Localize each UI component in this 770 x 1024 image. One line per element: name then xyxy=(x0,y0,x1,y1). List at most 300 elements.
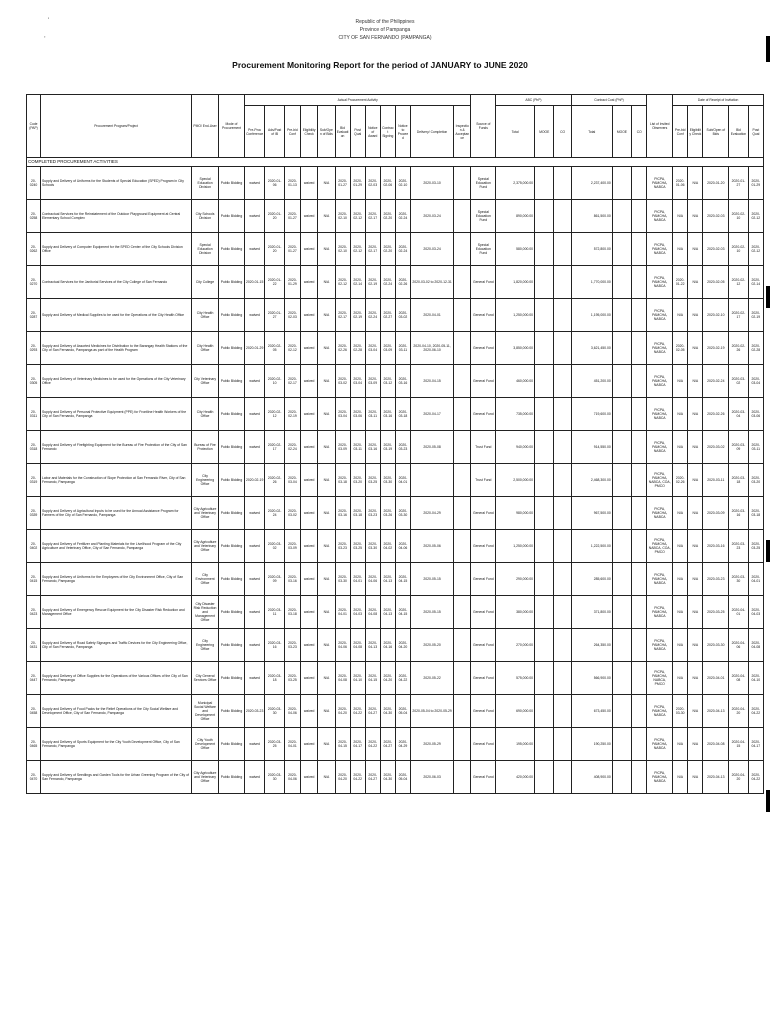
cell-sub: N/A xyxy=(318,695,335,728)
cell-empty xyxy=(632,200,647,233)
col-delivery: Delivery/ Completion xyxy=(410,106,453,158)
col-inv-elig: Eligibility Check xyxy=(688,106,703,158)
cell-project: Supply and Delivery of Uniforms for the Employees of the City Environment Office, City of San Fernando, Pampanga xyxy=(41,563,192,596)
cell-empty xyxy=(554,761,571,794)
cell-cs: 2020-03-19 xyxy=(380,431,395,464)
cell-fund: General Fund xyxy=(471,299,496,332)
cell-inv-post: 2020-02-12 xyxy=(748,200,763,233)
cell-empty xyxy=(632,332,647,365)
cell-inv-elig: N/A xyxy=(688,332,703,365)
cell-inv-eval: 2020-03-04 xyxy=(729,398,748,431)
cell-inv-post: 2020-04-03 xyxy=(748,596,763,629)
cell-empty xyxy=(454,728,471,761)
cell-cs: 2020-03-16 xyxy=(380,398,395,431)
cell-code: 20-0318 xyxy=(27,431,41,464)
cell-code: 20-0305 xyxy=(27,365,41,398)
stray-mark: , xyxy=(44,33,46,39)
cell-empty xyxy=(612,728,631,761)
cell-prebid: 2020-03-02 xyxy=(284,497,300,530)
cell-abc: 940,000.00 xyxy=(496,431,535,464)
cell-inv-pre: N/A xyxy=(673,299,688,332)
cell-obs: PICPA, PAMCHA, NABCA xyxy=(647,398,673,431)
cell-inv-elig: N/A xyxy=(688,431,703,464)
cell-elig: waived xyxy=(301,200,318,233)
cell-mode: Public Bidding xyxy=(219,167,245,200)
cell-empty xyxy=(454,530,471,563)
cell-code: 20-0465 xyxy=(27,728,41,761)
cell-inv-sub: 2020-03-25 xyxy=(703,596,729,629)
cell-prebid: 2020-02-19 xyxy=(284,398,300,431)
cell-empty xyxy=(554,398,571,431)
cell-inv-pre: 2020-02-26 xyxy=(673,464,688,497)
cell-elig: waived xyxy=(301,398,318,431)
cell-eval: 2020-04-20 xyxy=(335,761,350,794)
cell-eval: 2020-04-01 xyxy=(335,596,350,629)
cell-noa: 2020-03-11 xyxy=(365,398,380,431)
cell-ntp: 2020-04-06 xyxy=(395,530,410,563)
cell-ads: 2020-02-17 xyxy=(265,431,284,464)
cell-inv-eval: 2020-04-08 xyxy=(729,662,748,695)
letterhead-line: Province of Pampanga xyxy=(359,27,411,33)
cell-del: 2020-04-15 xyxy=(410,365,453,398)
cell-abc: 980,000.00 xyxy=(496,497,535,530)
col-mode: Mode of Procurement xyxy=(219,95,245,158)
cell-empty xyxy=(554,728,571,761)
cell-abc: 420,000.00 xyxy=(496,761,535,794)
cell-inv-sub: 2020-02-05 xyxy=(703,266,729,299)
cell-post: 2020-04-03 xyxy=(350,596,365,629)
cell-empty xyxy=(554,431,571,464)
cell-inv-elig: N/A xyxy=(688,365,703,398)
cell-inv-elig: N/A xyxy=(688,530,703,563)
cell-code: 20-0270 xyxy=(27,266,41,299)
cell-pre: waived xyxy=(244,431,265,464)
cell-ads: 2020-03-09 xyxy=(265,563,284,596)
cell-inv-eval: 2020-02-10 xyxy=(729,200,748,233)
cell-inv-sub: 2020-03-02 xyxy=(703,431,729,464)
table-row xyxy=(27,695,764,728)
cell-empty xyxy=(632,167,647,200)
cell-empty xyxy=(612,299,631,332)
cell-empty xyxy=(554,662,571,695)
stray-mark: ' xyxy=(48,18,50,24)
cell-del: 2020-04-01 xyxy=(410,299,453,332)
cell-empty xyxy=(612,365,631,398)
cell-elig: waived xyxy=(301,695,318,728)
cell-pre: 2020-03-23 xyxy=(244,695,265,728)
col-inv-post: Post Qual xyxy=(748,106,763,158)
cell-empty xyxy=(554,695,571,728)
cell-empty xyxy=(535,167,554,200)
cell-eval: 2020-02-26 xyxy=(335,332,350,365)
cell-post: 2020-02-12 xyxy=(350,233,365,266)
cell-inv-elig: N/A xyxy=(688,629,703,662)
cell-prebid: 2020-03-16 xyxy=(284,563,300,596)
cell-pmo: City Health Office xyxy=(192,398,219,431)
cell-inv-elig: N/A xyxy=(688,761,703,794)
cell-del: 2020-05-29 xyxy=(410,728,453,761)
cell-empty xyxy=(454,464,471,497)
cell-fund: General Fund xyxy=(471,695,496,728)
cell-elig: waived xyxy=(301,464,318,497)
cell-fund: General Fund xyxy=(471,563,496,596)
cell-empty xyxy=(632,233,647,266)
table-row xyxy=(27,332,764,365)
cell-empty xyxy=(535,761,554,794)
cell-post: 2020-03-04 xyxy=(350,365,365,398)
cell-obs: PICPA, PAMCHA, NABCA xyxy=(647,332,673,365)
cell-empty xyxy=(535,398,554,431)
cell-noa: 2020-03-25 xyxy=(365,464,380,497)
cell-cs: 2020-03-12 xyxy=(380,365,395,398)
cell-inv-sub: 2020-03-09 xyxy=(703,497,729,530)
cell-empty xyxy=(454,332,471,365)
cell-elig: waived xyxy=(301,761,318,794)
cell-project: Supply and Delivery of Seedlings and Garden Tools for the Urban Greening Program of the City of San Fernando, Pampanga xyxy=(41,761,192,794)
cell-inv-post: 2020-01-29 xyxy=(748,167,763,200)
cell-cost: 673,450.00 xyxy=(571,695,612,728)
cell-empty xyxy=(535,431,554,464)
cell-noa: 2020-03-04 xyxy=(365,332,380,365)
table-row xyxy=(27,530,764,563)
cell-empty xyxy=(535,530,554,563)
cell-cs: 2020-02-20 xyxy=(380,200,395,233)
cell-noa: 2020-02-03 xyxy=(365,167,380,200)
cell-pmo: City Youth Development Office xyxy=(192,728,219,761)
cell-mode: Public Bidding xyxy=(219,299,245,332)
cell-noa: 2020-02-17 xyxy=(365,200,380,233)
cell-code: 20-0431 xyxy=(27,629,41,662)
cell-del: 2020-05-20 xyxy=(410,629,453,662)
cell-inv-pre: N/A xyxy=(673,431,688,464)
cell-cs: 2020-04-30 xyxy=(380,761,395,794)
cell-noa: 2020-04-06 xyxy=(365,563,380,596)
table-row xyxy=(27,299,764,332)
cell-empty xyxy=(612,200,631,233)
cell-empty xyxy=(454,200,471,233)
cell-noa: 2020-04-13 xyxy=(365,629,380,662)
cell-empty xyxy=(612,233,631,266)
cell-abc: 690,000.00 xyxy=(496,695,535,728)
cell-empty xyxy=(454,365,471,398)
cell-code: 20-0240 xyxy=(27,167,41,200)
cell-project: Supply and Delivery of Firefighting Equipment for the Bureau of Fire Protection of the City of San Fernando xyxy=(41,431,192,464)
cell-project: Labor and Materials for the Construction of Slope Protection at San Fernando River, City of San Fernando, Pampanga xyxy=(41,464,192,497)
cell-inv-sub: 2020-02-19 xyxy=(703,332,729,365)
cell-eval: 2020-03-04 xyxy=(335,398,350,431)
cell-pre: waived xyxy=(244,662,265,695)
cell-pre: waived xyxy=(244,398,265,431)
cell-inv-eval: 2020-04-15 xyxy=(729,728,748,761)
cell-inv-post: 2020-04-22 xyxy=(748,695,763,728)
procurement-table xyxy=(26,94,764,794)
cell-eval: 2020-02-12 xyxy=(335,266,350,299)
col-abc-total: Total xyxy=(496,106,535,158)
cell-project: Supply and Delivery of Personal Protective Equipment (PPE) for Frontline Health Workers of the City of San Fernando, Pampanga xyxy=(41,398,192,431)
scan-edge xyxy=(766,286,770,308)
cell-inv-pre: 2020-01-06 xyxy=(673,167,688,200)
cell-noa: 2020-02-24 xyxy=(365,299,380,332)
cell-pre: waived xyxy=(244,530,265,563)
cell-mode: Public Bidding xyxy=(219,365,245,398)
cell-pmo: City Agriculture and Veterinary Office xyxy=(192,530,219,563)
cell-code: 20-0339 xyxy=(27,497,41,530)
cell-inv-elig: N/A xyxy=(688,695,703,728)
cell-sub: N/A xyxy=(318,728,335,761)
cell-elig: waived xyxy=(301,497,318,530)
cell-obs: PICPA, PAMCHA, NABCA xyxy=(647,167,673,200)
cell-inv-eval: 2020-03-16 xyxy=(729,497,748,530)
cell-eval: 2020-03-23 xyxy=(335,530,350,563)
cell-empty xyxy=(612,629,631,662)
cell-ads: 2020-03-02 xyxy=(265,530,284,563)
cell-del: 2020-03-02 to 2020-12-31 xyxy=(410,266,453,299)
cell-sub: N/A xyxy=(318,596,335,629)
cell-sub: N/A xyxy=(318,464,335,497)
cell-obs: PICPA, PAMCHA, NABCA, COA, PMCO xyxy=(647,530,673,563)
cell-empty xyxy=(554,464,571,497)
group-invitation: Date of Receipt of Invitation xyxy=(673,95,764,106)
cell-del: 2020-05-15 xyxy=(410,563,453,596)
cell-post: 2020-03-06 xyxy=(350,398,365,431)
cell-del: 2020-05-22 xyxy=(410,662,453,695)
cell-elig: waived xyxy=(301,332,318,365)
cell-obs: PICPA, PAMCHA, NABCA xyxy=(647,596,673,629)
cell-project: Contractual Services for the Reinstatement of the Outdoor Playground Equipment at Central Elementary School Complex xyxy=(41,200,192,233)
table-row xyxy=(27,497,764,530)
table-row xyxy=(27,662,764,695)
cell-code: 20-0262 xyxy=(27,233,41,266)
cell-prebid: 2020-01-27 xyxy=(284,233,300,266)
cell-empty xyxy=(535,266,554,299)
cell-inv-pre: N/A xyxy=(673,530,688,563)
cell-empty xyxy=(535,233,554,266)
cell-del: 2020-05-08 xyxy=(410,431,453,464)
cell-empty xyxy=(632,497,647,530)
cell-ntp: 2020-02-10 xyxy=(395,167,410,200)
cell-cost: 566,900.00 xyxy=(571,662,612,695)
cell-eval: 2020-02-17 xyxy=(335,299,350,332)
cell-obs: PICPA, PAMCHA, NABCA xyxy=(647,761,673,794)
cell-empty xyxy=(612,332,631,365)
cell-inv-sub: 2020-02-03 xyxy=(703,200,729,233)
cell-inv-eval: 2020-02-12 xyxy=(729,266,748,299)
cell-empty xyxy=(612,398,631,431)
cell-empty xyxy=(454,266,471,299)
cell-empty xyxy=(554,167,571,200)
cell-eval: 2020-03-09 xyxy=(335,431,350,464)
cell-noa: 2020-04-27 xyxy=(365,761,380,794)
table-row xyxy=(27,431,764,464)
cell-ads: 2020-03-16 xyxy=(265,629,284,662)
cell-sub: N/A xyxy=(318,233,335,266)
cell-empty xyxy=(554,233,571,266)
cell-inv-sub: 2020-01-20 xyxy=(703,167,729,200)
cell-sub: N/A xyxy=(318,332,335,365)
cell-elig: waived xyxy=(301,233,318,266)
cell-project: Supply and Delivery of Agricultural Inputs to be used for the Annual Assistance Program for Farmers of the City of San Fernando, Pampanga xyxy=(41,497,192,530)
cell-ads: 2020-01-06 xyxy=(265,167,284,200)
cell-inv-pre: N/A xyxy=(673,761,688,794)
report-title: Procurement Monitoring Report for the period of JANUARY to JUNE 2020 xyxy=(232,60,528,70)
cell-cost: 967,500.00 xyxy=(571,497,612,530)
cell-empty xyxy=(554,530,571,563)
cell-project: Supply and Delivery of Veterinary Medicines to be used for the Operations of the City Veterinary Office xyxy=(41,365,192,398)
cell-ntp: 2020-05-04 xyxy=(395,695,410,728)
cell-fund: General Fund xyxy=(471,497,496,530)
cell-pre: waived xyxy=(244,233,265,266)
cell-pmo: Municipal Social Welfare and Development Office xyxy=(192,695,219,728)
cell-inv-pre: N/A xyxy=(673,365,688,398)
table-row xyxy=(27,464,764,497)
cell-ntp: 2020-04-01 xyxy=(395,464,410,497)
cell-empty xyxy=(612,464,631,497)
cell-mode: Public Bidding xyxy=(219,662,245,695)
cell-post: 2020-03-20 xyxy=(350,464,365,497)
cell-empty xyxy=(454,662,471,695)
cell-ntp: 2020-03-02 xyxy=(395,299,410,332)
cell-elig: waived xyxy=(301,728,318,761)
cell-inv-pre: N/A xyxy=(673,728,688,761)
table-row xyxy=(27,761,764,794)
cell-prebid: 2020-02-17 xyxy=(284,365,300,398)
cell-ntp: 2020-03-30 xyxy=(395,497,410,530)
cell-post: 2020-01-29 xyxy=(350,167,365,200)
cell-ntp: 2020-03-23 xyxy=(395,431,410,464)
col-abc-mooe: MOOE xyxy=(535,106,554,158)
cell-empty xyxy=(554,596,571,629)
cell-eval: 2020-04-08 xyxy=(335,662,350,695)
cell-inv-eval: 2020-03-30 xyxy=(729,563,748,596)
table-row xyxy=(27,266,764,299)
cell-inv-eval: 2020-04-01 xyxy=(729,596,748,629)
cell-pre: 2020-01-29 xyxy=(244,332,265,365)
cell-cs: 2020-02-20 xyxy=(380,233,395,266)
table-row xyxy=(27,398,764,431)
cell-obs: PICPA, PAMCHA, NABCA xyxy=(647,629,673,662)
cell-inv-sub: 2020-04-13 xyxy=(703,695,729,728)
cell-del: 2020-05-06 xyxy=(410,530,453,563)
col-observers: List of Invited Observers xyxy=(647,95,673,158)
cell-inv-post: 2020-03-04 xyxy=(748,365,763,398)
cell-abc: 575,000.00 xyxy=(496,662,535,695)
cell-empty xyxy=(612,662,631,695)
cell-inv-pre: N/A xyxy=(673,398,688,431)
cell-empty xyxy=(454,233,471,266)
cell-mode: Public Bidding xyxy=(219,266,245,299)
cell-ntp: 2020-04-22 xyxy=(395,662,410,695)
table-row xyxy=(27,563,764,596)
cell-empty xyxy=(535,497,554,530)
table-row xyxy=(27,629,764,662)
cell-ads: 2020-01-20 xyxy=(265,200,284,233)
cell-noa: 2020-03-30 xyxy=(365,530,380,563)
cell-ads: 2020-01-27 xyxy=(265,299,284,332)
cell-abc: 890,000.00 xyxy=(496,200,535,233)
cell-noa: 2020-04-15 xyxy=(365,662,380,695)
cell-prebid: 2020-04-01 xyxy=(284,728,300,761)
cell-empty xyxy=(554,365,571,398)
cell-elig: waived xyxy=(301,596,318,629)
cell-inv-eval: 2020-02-10 xyxy=(729,233,748,266)
cell-empty xyxy=(554,200,571,233)
col-inv-sub: Sub/Open of Bids xyxy=(703,106,729,158)
cell-code: 20-0470 xyxy=(27,761,41,794)
cell-inv-sub: 2020-02-24 xyxy=(703,365,729,398)
cell-ads: 2020-01-22 xyxy=(265,266,284,299)
cell-abc: 735,000.00 xyxy=(496,398,535,431)
cell-post: 2020-02-19 xyxy=(350,299,365,332)
cell-inv-eval: 2020-04-20 xyxy=(729,761,748,794)
cell-ntp: 2020-02-26 xyxy=(395,266,410,299)
cell-empty xyxy=(612,431,631,464)
cell-cs: 2020-04-02 xyxy=(380,530,395,563)
col-pmo: PMO/ End-User xyxy=(192,95,219,158)
cell-elig: waived xyxy=(301,662,318,695)
cell-empty xyxy=(632,398,647,431)
cell-inv-post: 2020-03-25 xyxy=(748,530,763,563)
cell-sub: N/A xyxy=(318,629,335,662)
cell-abc: 2,500,000.00 xyxy=(496,464,535,497)
cell-pmo: City College xyxy=(192,266,219,299)
cell-ads: 2020-03-25 xyxy=(265,728,284,761)
cell-inv-sub: 2020-03-30 xyxy=(703,629,729,662)
cell-abc: 380,000.00 xyxy=(496,596,535,629)
cell-mode: Public Bidding xyxy=(219,728,245,761)
cell-empty xyxy=(554,497,571,530)
cell-abc: 1,250,000.00 xyxy=(496,299,535,332)
cell-empty xyxy=(454,431,471,464)
cell-inv-sub: 2020-02-10 xyxy=(703,299,729,332)
table-row xyxy=(27,233,764,266)
cell-inv-pre: N/A xyxy=(673,629,688,662)
cell-code: 20-0293 xyxy=(27,332,41,365)
cell-inv-elig: N/A xyxy=(688,662,703,695)
cell-post: 2020-04-08 xyxy=(350,629,365,662)
cell-inv-sub: 2020-03-11 xyxy=(703,464,729,497)
cell-elig: waived xyxy=(301,530,318,563)
cell-code: 20-0258 xyxy=(27,200,41,233)
cell-sub: N/A xyxy=(318,299,335,332)
cell-inv-post: 2020-03-20 xyxy=(748,464,763,497)
cell-inv-eval: 2020-02-26 xyxy=(729,332,748,365)
cell-sub: N/A xyxy=(318,398,335,431)
cell-inv-post: 2020-03-18 xyxy=(748,497,763,530)
table-row xyxy=(27,596,764,629)
col-prebid: Pre-bid Conf xyxy=(284,106,300,158)
cell-code: 20-0423 xyxy=(27,596,41,629)
col-code: Code (PAP) xyxy=(27,95,41,158)
cell-ntp: 2020-02-24 xyxy=(395,233,410,266)
section-label: COMPLETED PROCUREMENT ACTIVITIES xyxy=(27,158,764,167)
cell-obs: PICPA, PAMCHA, NABCA xyxy=(647,299,673,332)
cell-empty xyxy=(632,629,647,662)
cell-inv-pre: 2020-03-30 xyxy=(673,695,688,728)
cell-prebid: 2020-01-13 xyxy=(284,167,300,200)
table-row xyxy=(27,167,764,200)
cell-inv-post: 2020-02-14 xyxy=(748,266,763,299)
cell-cs: 2020-03-09 xyxy=(380,332,395,365)
cell-sub: N/A xyxy=(318,167,335,200)
cell-project: Supply and Delivery of Uniforms for the Students of Special Education (SPED) Program in City Schools xyxy=(41,167,192,200)
cell-inv-eval: 2020-03-09 xyxy=(729,431,748,464)
cell-pmo: City Health Office xyxy=(192,332,219,365)
col-project: Procurement Program/Project xyxy=(41,95,192,158)
cell-fund: Special Education Fund xyxy=(471,167,496,200)
cell-empty xyxy=(632,596,647,629)
cell-project: Supply and Delivery of Office Supplies for the Operations of the Various Offices of the City of San Fernando, Pampanga xyxy=(41,662,192,695)
cell-pmo: City General Services Office xyxy=(192,662,219,695)
